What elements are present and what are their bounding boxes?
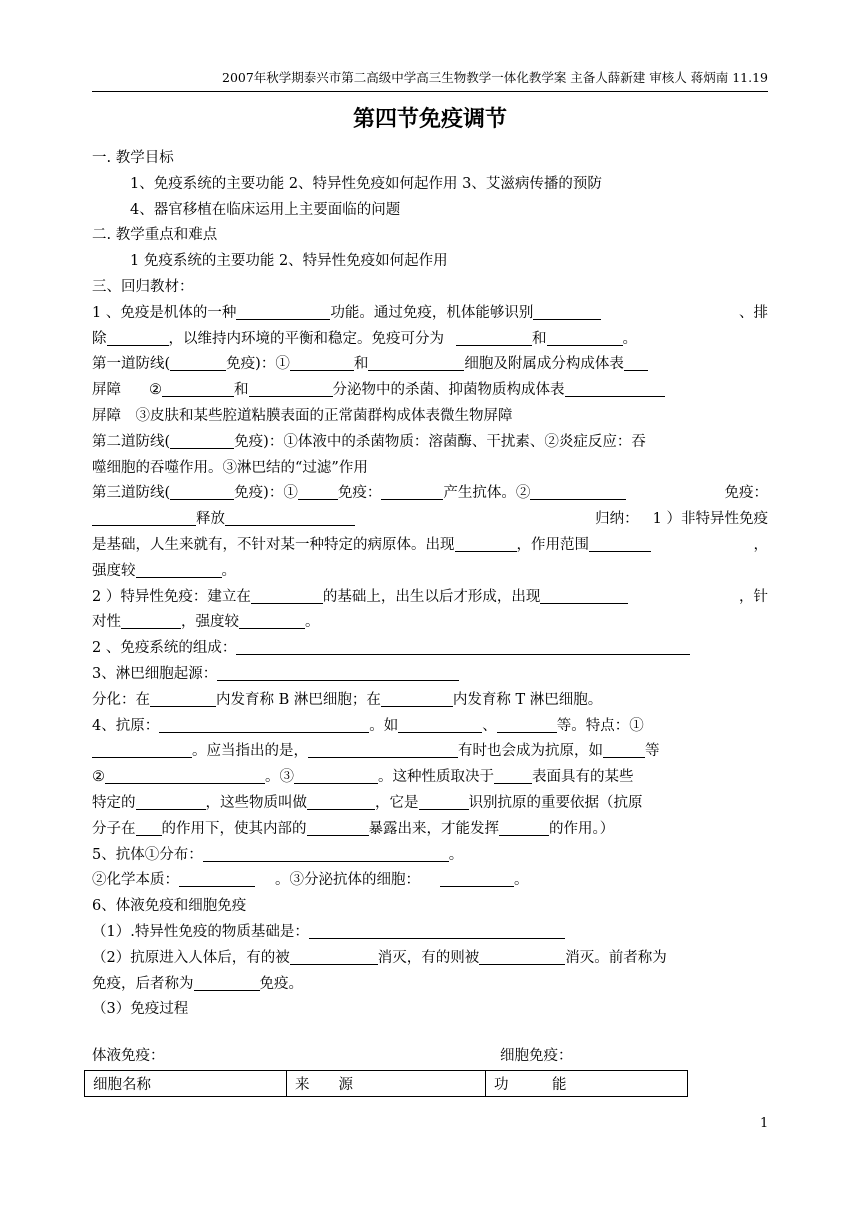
blank[interactable] — [499, 818, 549, 836]
text-l1a: 1 、免疫是机体的一种 — [92, 304, 237, 321]
text-l17d: 等。特点：① — [556, 717, 644, 734]
para-line-9 — [92, 507, 768, 533]
text-l9a: 释放 — [196, 511, 225, 528]
para-line-10 — [92, 533, 768, 559]
text-l26b: 消灭，有的则被 — [377, 949, 480, 966]
text-l3a: 第一道防线( — [92, 356, 171, 373]
text-l4b: ② — [149, 382, 162, 399]
para-line-27 — [92, 972, 768, 998]
text-l12a: 2 ）特异性免疫：建立在 — [92, 588, 251, 605]
text-l8d: 产生抗体。② — [443, 485, 531, 502]
blank[interactable] — [368, 353, 464, 371]
text-l17b: 。如 — [369, 717, 399, 734]
para-line-26 — [92, 946, 768, 972]
blank[interactable] — [290, 353, 354, 371]
text-l20b: ，这些物质叫做 — [205, 794, 307, 811]
text-l16b: 内发育称 B 淋巴细胞；在 — [216, 691, 381, 708]
blank[interactable] — [540, 586, 628, 604]
blank[interactable] — [603, 740, 645, 758]
text-l23c: 。 — [514, 872, 529, 889]
blank[interactable] — [533, 302, 601, 320]
blank[interactable] — [307, 818, 369, 836]
para-line-19 — [92, 765, 768, 791]
para-line-17 — [92, 714, 768, 740]
text-l8a: 第三道防线( — [92, 485, 171, 502]
blank[interactable] — [92, 740, 192, 758]
blank[interactable] — [159, 715, 369, 733]
blank[interactable] — [179, 869, 255, 887]
text-l9c: 1 ）非特异性免疫 — [652, 511, 768, 528]
text-l23b: 。③分泌抗体的细胞： — [275, 872, 420, 889]
header-cell-source: 来 源 — [287, 1071, 486, 1097]
para-line-14 — [92, 636, 768, 662]
text-l8e: 免疫： — [724, 485, 768, 502]
text-l15: 3、淋巴细胞起源： — [92, 665, 218, 682]
text-l2a: 除 — [92, 330, 107, 347]
goals-heading: 一. 教学目标 — [92, 150, 174, 166]
blank[interactable] — [136, 792, 206, 810]
para-line-22 — [92, 843, 768, 869]
text-l23a: ②化学本质： — [92, 872, 179, 889]
text-l18c: 等 — [645, 743, 660, 760]
page-number: 1 — [760, 1116, 769, 1131]
blank[interactable] — [194, 973, 260, 991]
text-l25: （1）.特异性免疫的物质基础是： — [92, 923, 309, 940]
blank[interactable] — [294, 766, 378, 784]
blank[interactable] — [150, 689, 216, 707]
blank[interactable] — [419, 792, 469, 810]
para-line-13 — [92, 610, 768, 636]
text-l8b: 免疫)：① — [234, 485, 298, 502]
blank[interactable] — [136, 560, 222, 578]
header-cell-name: 细胞名称 — [85, 1071, 287, 1097]
text-l10b: ，作用范围 — [516, 536, 589, 553]
text-l13c: 。 — [305, 614, 320, 631]
text-l19b: 。③ — [265, 769, 294, 786]
text-l3c: 和 — [353, 356, 369, 373]
blank[interactable] — [236, 302, 330, 320]
blank[interactable] — [239, 611, 305, 629]
text-l4a: 屏障 — [92, 382, 121, 399]
humoral-label: 体液免疫： — [92, 1048, 165, 1064]
text-l3b: 免疫)：① — [226, 356, 290, 373]
para-line-4 — [92, 378, 768, 404]
blank[interactable] — [162, 379, 234, 397]
blank[interactable] — [203, 844, 449, 862]
text-l1c: 、排 — [739, 304, 768, 321]
text-l17a: 4、抗原： — [92, 717, 160, 734]
para-line-7: 噬细胞的吞噬作用。③淋巴结的“过滤”作用 — [92, 459, 368, 476]
blank[interactable] — [249, 379, 333, 397]
text-l2d: 。 — [622, 330, 637, 347]
blank[interactable] — [308, 740, 458, 758]
text-l18b: 有时也会成为抗原，如 — [458, 743, 603, 760]
para-line-12 — [92, 585, 768, 611]
text-l10c: ， — [753, 536, 768, 553]
blank[interactable] — [217, 663, 459, 681]
blank[interactable] — [479, 947, 565, 965]
text-l21c: 暴露出来，才能发挥 — [368, 820, 499, 837]
text-l21a: 分子在 — [92, 820, 136, 837]
key-heading: 二. 教学重点和难点 — [92, 227, 218, 244]
blank[interactable] — [381, 689, 453, 707]
text-l16a: 分化：在 — [92, 691, 150, 708]
text-l20d: 识别抗原的重要依据（抗原 — [468, 794, 643, 811]
para-line-11 — [92, 559, 768, 585]
text-l10a: 是基础，人生来就有，不针对某一种特定的病原体。出现 — [92, 536, 455, 553]
para-line-15 — [92, 662, 768, 688]
para-line-2 — [92, 327, 768, 353]
cell-table — [84, 1070, 688, 1097]
blank[interactable] — [170, 353, 226, 371]
text-l19a: ② — [92, 769, 105, 786]
para-line-6 — [92, 430, 768, 456]
text-l13a: 对性 — [92, 614, 121, 631]
text-l26a: （2）抗原进入人体后，有的被 — [92, 949, 290, 966]
header-rule — [92, 91, 768, 92]
page-title: 第四节免疫调节 — [352, 106, 507, 132]
text-l3d: 细胞及附属成分构成体表 — [464, 356, 624, 373]
blank[interactable] — [105, 766, 265, 784]
text-l6a: 第二道防线( — [92, 433, 171, 450]
text-l9b: 归纳： — [595, 511, 639, 528]
header-cell-function: 功 能 — [486, 1071, 688, 1097]
blank[interactable] — [290, 947, 378, 965]
para-line-21 — [92, 817, 768, 843]
blank[interactable] — [251, 586, 323, 604]
blank[interactable] — [121, 611, 181, 629]
para-line-5: 屏障 ③皮肤和某些腔道粘膜表面的正常菌群构成体表微生物屏障 — [92, 407, 513, 424]
text-l16c: 内发育称 T 淋巴细胞。 — [452, 691, 603, 708]
para-line-25 — [92, 920, 768, 946]
blank[interactable] — [107, 328, 169, 346]
text-l1b: 功能。通过免疫，机体能够识别 — [330, 304, 534, 321]
goals-line-1: 1、免疫系统的主要功能 2、特异性免疫如何起作用 3、艾滋病传播的预防 — [130, 175, 602, 192]
blank[interactable] — [92, 508, 196, 526]
table-header-row — [85, 1071, 688, 1097]
text-l2c: 和 — [532, 330, 547, 347]
text-l6b: 免疫)：①体液中的杀菌物质：溶菌酶、干扰素、②炎症反应：吞 — [234, 433, 646, 450]
page-header: 2007年秋学期泰兴市第二高级中学高三生物教学一体化教学案 主备人薛新建 审核人 蒋炳南 11.19 — [222, 70, 768, 85]
text-l22a: 5、抗体①分布： — [92, 846, 203, 863]
blank[interactable] — [225, 508, 355, 526]
text-l22b: 。 — [448, 846, 464, 863]
para-line-18 — [92, 739, 768, 765]
blank[interactable] — [170, 431, 234, 449]
text-l21b: 的作用下，使其内部的 — [161, 820, 307, 837]
text-l26c: 消灭。前者称为 — [565, 949, 667, 966]
text-l19c: 。这种性质取决于 — [378, 769, 494, 786]
blank[interactable] — [298, 482, 338, 500]
document-body — [92, 146, 768, 1023]
text-l20c: ，它是 — [375, 794, 419, 811]
text-l2b: ，以维持内环境的平衡和稳定。免疫可分为 — [168, 330, 444, 347]
blank[interactable] — [494, 766, 532, 784]
text-l21d: 的作用。） — [549, 820, 615, 837]
text-l12b: 的基础上，出生以后才形成，出现 — [322, 588, 541, 605]
text-l11a: 强度较 — [92, 562, 136, 579]
para-line-20 — [92, 791, 768, 817]
text-l14: 2 、免疫系统的组成： — [92, 640, 237, 657]
blank[interactable] — [565, 379, 665, 397]
text-l18a: 。应当指出的是， — [192, 743, 308, 760]
immunity-labels — [92, 1046, 768, 1066]
para-line-23 — [92, 868, 768, 894]
blank[interactable] — [307, 792, 375, 810]
review-heading: 三、回归教材： — [92, 278, 194, 295]
blank[interactable] — [589, 534, 651, 552]
para-line-8 — [92, 481, 768, 507]
goals-line-2: 4、器官移植在临床运用上主要面临的问题 — [130, 201, 401, 218]
blank[interactable] — [236, 637, 690, 655]
text-l19d: 表面具有的某些 — [532, 769, 634, 786]
blank[interactable] — [530, 482, 626, 500]
text-l4c: 和 — [234, 382, 249, 399]
text-l8c: 免疫： — [337, 485, 382, 502]
blank[interactable] — [136, 818, 162, 836]
blank[interactable] — [497, 715, 557, 733]
text-l27b: 免疫。 — [259, 975, 303, 992]
cellular-label: 细胞免疫： — [500, 1048, 573, 1064]
text-l27a: 免疫，后者称为 — [92, 975, 194, 992]
blank[interactable] — [398, 715, 482, 733]
key-line-1: 1 免疫系统的主要功能 2、特异性免疫如何起作用 — [130, 253, 448, 270]
para-line-3 — [92, 352, 768, 378]
blank[interactable] — [547, 328, 623, 346]
para-line-16 — [92, 688, 768, 714]
blank[interactable] — [170, 482, 234, 500]
text-l11b: 。 — [221, 562, 236, 579]
blank[interactable] — [381, 482, 443, 500]
blank[interactable] — [440, 869, 514, 887]
blank[interactable] — [456, 328, 532, 346]
para-line-24: 6、体液免疫和细胞免疫 — [92, 898, 247, 915]
text-l12c: ，针 — [739, 588, 768, 605]
blank[interactable] — [309, 921, 565, 939]
text-l17c: 、 — [482, 717, 497, 734]
blank[interactable] — [455, 534, 517, 552]
para-line-28: （3）免疫过程 — [92, 1001, 189, 1018]
para-line-1 — [92, 301, 768, 327]
text-l20a: 特定的 — [92, 794, 136, 811]
text-l13b: ，强度较 — [181, 614, 239, 631]
blank[interactable] — [624, 353, 648, 371]
text-l4d: 分泌物中的杀菌、抑菌物质构成体表 — [332, 382, 565, 399]
